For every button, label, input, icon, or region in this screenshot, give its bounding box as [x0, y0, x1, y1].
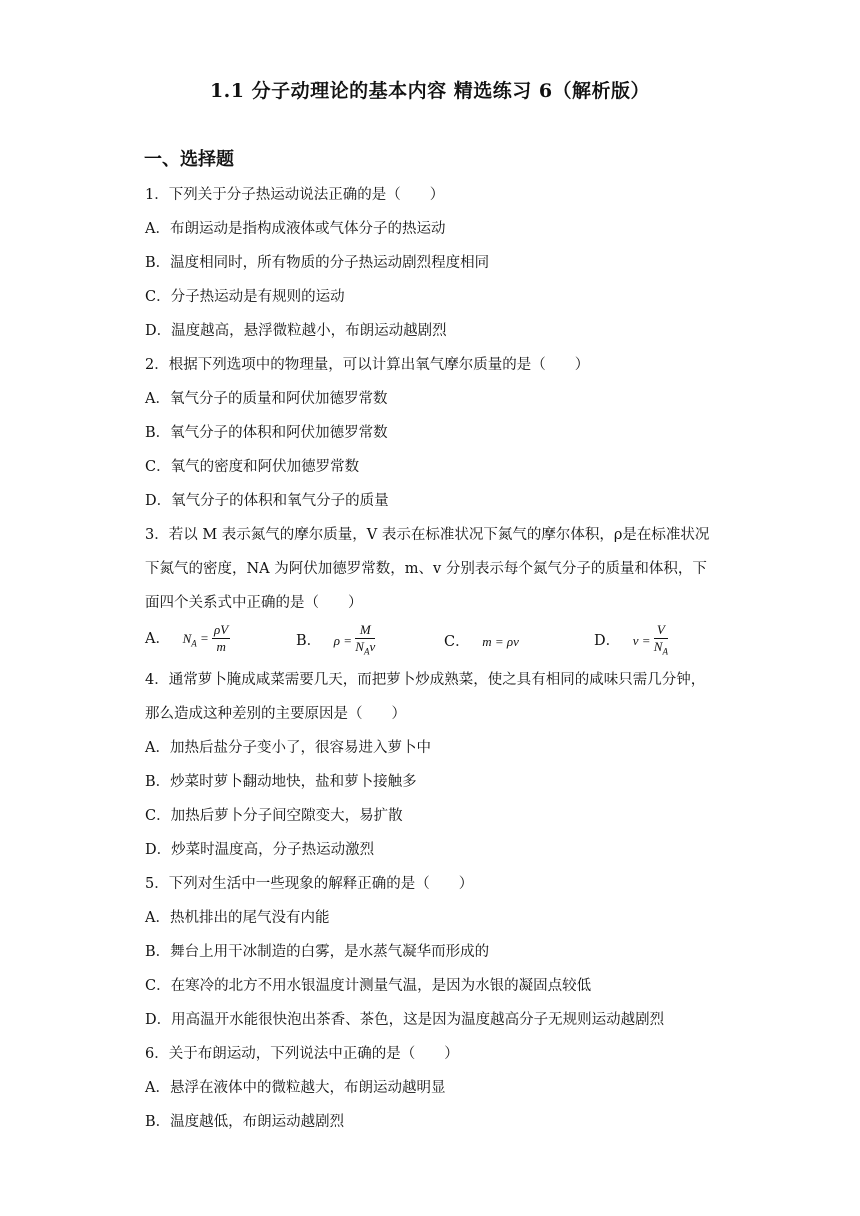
- question-3-option-b: [296, 622, 375, 660]
- section-heading: 一、选择题: [144, 149, 234, 170]
- question-2-stem: 2．根据下列选项中的物理量，可以计算出氧气摩尔质量的是（ ）: [145, 357, 590, 373]
- formula-fraction: [654, 622, 668, 660]
- question-1-option-d: D．温度越高，悬浮微粒越小，布朗运动越剧烈: [145, 323, 447, 339]
- question-1-option-a: A．布朗运动是指构成液体或气体分子的热运动: [145, 221, 446, 237]
- formula-lhs: v =: [632, 632, 654, 648]
- question-2-option-a: A．氧气分子的质量和阿伏加德罗常数: [145, 391, 388, 407]
- formula-expression: m = ρv: [482, 634, 519, 649]
- question-2-option-b: B．氧气分子的体积和阿伏加德罗常数: [145, 425, 388, 441]
- question-4-option-b: B．炒菜时萝卜翻动地快，盐和萝卜接触多: [145, 774, 417, 790]
- question-5-stem: 5．下列对生活中一些现象的解释正确的是（ ）: [145, 876, 474, 892]
- fraction-numerator: V: [654, 622, 668, 639]
- question-6-stem: 6．关于布朗运动，下列说法中正确的是（ ）: [145, 1046, 459, 1062]
- question-6-option-a: A．悬浮在液体中的微粒越大，布朗运动越明显: [145, 1080, 446, 1096]
- formula-fraction: [355, 622, 375, 660]
- formula-fraction: [212, 622, 230, 655]
- question-3-option-c: [444, 630, 519, 651]
- option-label: A．: [145, 630, 170, 647]
- question-4-option-a: A．加热后盐分子变小了，很容易进入萝卜中: [145, 740, 431, 756]
- fraction-denominator: $N_Av$: [355, 639, 376, 657]
- fraction-numerator: ρV: [214, 622, 229, 637]
- question-4-stem-line-1: 4．通常萝卜腌成咸菜需要几天，而把萝卜炒成熟菜，使之具有相同的咸味只需几分钟，: [145, 672, 706, 688]
- question-2-option-d: D．氧气分子的体积和氧气分子的质量: [145, 493, 389, 509]
- question-5-option-d: D．用高温开水能很快泡出茶香、茶色，这是因为温度越高分子无规则运动越剧烈: [145, 1012, 665, 1028]
- question-5-option-c: C．在寒冷的北方不用水银温度计测量气温，是因为水银的凝固点较低: [145, 978, 592, 994]
- page-title: 1.1 分子动理论的基本内容 精选练习 6（解析版）: [209, 80, 651, 102]
- question-3-option-a: [145, 622, 230, 655]
- option-label: B．: [296, 632, 322, 649]
- question-4-option-d: D．炒菜时温度高，分子热运动激烈: [145, 842, 375, 858]
- formula-lhs: $N_A$: [182, 630, 197, 649]
- question-3-stem-line-2: 下氮气的密度，NA 为阿伏加德罗常数，m、v 分别表示每个氮气分子的质量和体积，下: [145, 561, 707, 577]
- question-3-stem-line-1: 3．若以 M 表示氮气的摩尔质量，V 表示在标准状况下氮气的摩尔体积，ρ是在标准状况: [145, 527, 710, 543]
- question-3-option-d: [594, 622, 668, 660]
- formula-equals: =: [196, 630, 213, 646]
- option-label: C．: [444, 634, 470, 650]
- question-2-option-c: C．氧气的密度和阿伏加德罗常数: [145, 459, 360, 475]
- fraction-denominator: m: [216, 639, 226, 654]
- question-5-option-b: B．舞台上用干冰制造的白雾，是水蒸气凝华而形成的: [145, 944, 490, 960]
- formula-lhs: ρ =: [333, 632, 356, 648]
- question-5-option-a: A．热机排出的尾气没有内能: [145, 910, 330, 926]
- question-1-option-b: B．温度相同时，所有物质的分子热运动剧烈程度相同: [145, 255, 490, 271]
- option-label: D．: [594, 632, 621, 649]
- question-1-stem: 1．下列关于分子热运动说法正确的是（ ）: [145, 187, 445, 203]
- question-6-option-b: B．温度越低，布朗运动越剧烈: [145, 1114, 345, 1130]
- question-1-option-c: C．分子热运动是有规则的运动: [145, 289, 345, 305]
- question-3-stem-line-3: 面四个关系式中正确的是（ ）: [145, 595, 363, 611]
- fraction-denominator: $N_A$: [653, 639, 668, 657]
- question-4-option-c: C．加热后萝卜分子间空隙变大，易扩散: [145, 808, 403, 824]
- fraction-numerator: M: [355, 622, 375, 639]
- question-4-stem-line-2: 那么造成这种差别的主要原因是（ ）: [145, 706, 406, 722]
